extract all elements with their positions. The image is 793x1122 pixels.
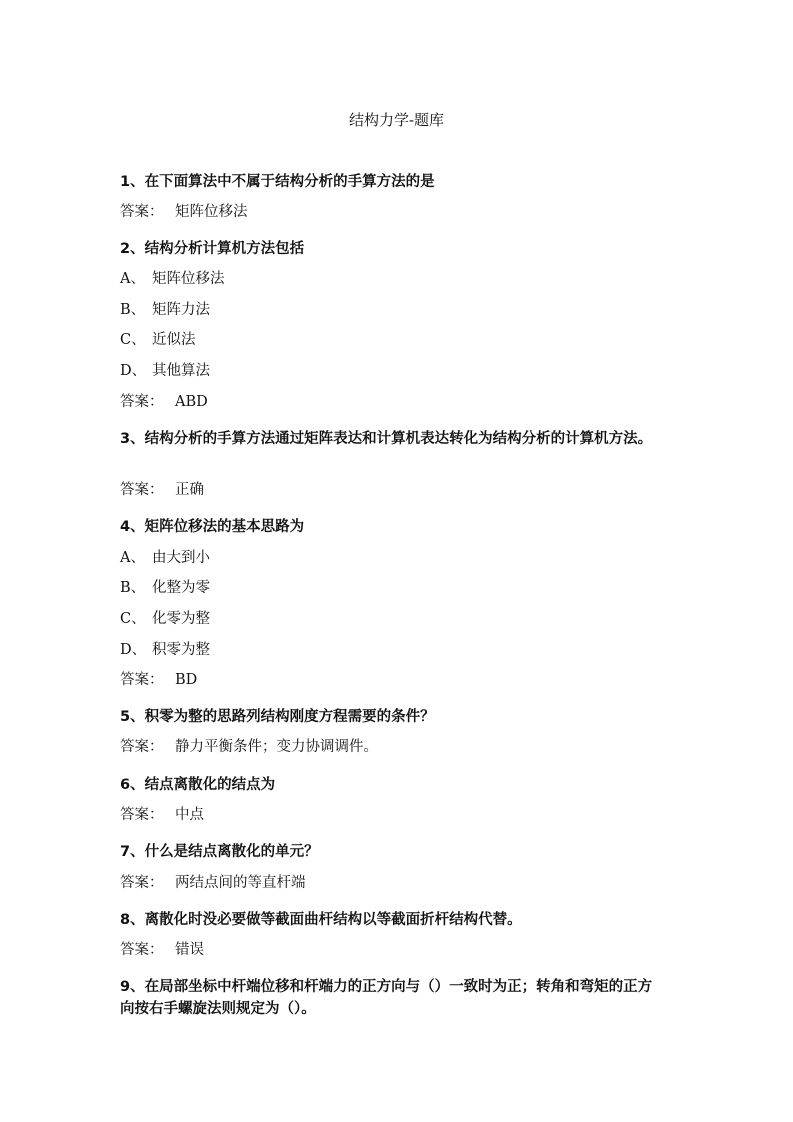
answer-row — [120, 480, 665, 500]
answer-label: 答案： — [120, 482, 164, 498]
question-text: 9、在局部坐标中杆端位移和杆端力的正方向与（）一致时为正；转角和弯矩的正方向按右手螺旋法则规定为（）。 — [120, 979, 653, 1017]
answer-value: 正确 — [175, 482, 204, 498]
option-label: A、 — [120, 271, 145, 287]
answer-label: 答案： — [120, 394, 164, 410]
answer-label: 答案： — [120, 807, 164, 823]
question-3 — [120, 428, 665, 450]
answer-label: 答案： — [120, 672, 164, 688]
option-text: 其他算法 — [152, 363, 210, 379]
answer-label: 答案： — [120, 942, 164, 958]
question-5 — [120, 706, 665, 728]
answer-row — [120, 940, 665, 960]
option-label: D、 — [120, 363, 147, 379]
option-row — [120, 269, 665, 289]
question-text: 5、积零为整的思路列结构刚度方程需要的条件？ — [120, 709, 435, 725]
option-text: 矩阵力法 — [152, 302, 210, 318]
question-text: 4、矩阵位移法的基本思路为 — [120, 519, 305, 535]
option-label: B、 — [120, 302, 146, 318]
option-row — [120, 578, 665, 598]
question-9 — [120, 976, 665, 1020]
option-label: C、 — [120, 611, 146, 627]
option-text: 矩阵位移法 — [152, 271, 225, 287]
question-text: 1、在下面算法中不属于结构分析的手算方法的是 — [120, 174, 435, 190]
answer-label: 答案： — [120, 875, 164, 891]
answer-label: 答案： — [120, 739, 164, 755]
option-row — [120, 609, 665, 629]
option-label: C、 — [120, 332, 146, 348]
document-title: 结构力学-题库 — [348, 111, 445, 129]
option-row — [120, 361, 665, 381]
option-label: B、 — [120, 580, 146, 596]
answer-value: 静力平衡条件；变力协调调件。 — [175, 739, 378, 755]
answer-label: 答案： — [120, 204, 164, 220]
option-text: 积零为整 — [152, 642, 210, 658]
question-2 — [120, 238, 665, 260]
question-7 — [120, 841, 665, 863]
option-label: D、 — [120, 642, 147, 658]
answer-row — [120, 873, 665, 893]
question-text: 8、离散化时没必要做等截面曲杆结构以等截面折杆结构代替。 — [120, 912, 522, 928]
question-text: 7、什么是结点离散化的单元？ — [120, 844, 319, 860]
option-label: A、 — [120, 550, 145, 566]
option-row — [120, 300, 665, 320]
question-8 — [120, 909, 665, 931]
option-row — [120, 548, 665, 568]
question-4 — [120, 516, 665, 538]
answer-row — [120, 805, 665, 825]
answer-row — [120, 670, 665, 690]
question-1 — [120, 171, 665, 193]
option-text: 由大到小 — [152, 550, 210, 566]
answer-row — [120, 392, 665, 412]
question-text: 6、结点离散化的结点为 — [120, 777, 276, 793]
answer-value: 矩阵位移法 — [175, 204, 248, 220]
answer-value: 错误 — [175, 942, 204, 958]
answer-value: 两结点间的等直杆端 — [175, 875, 306, 891]
answer-value: 中点 — [175, 807, 204, 823]
question-text: 3、结构分析的手算方法通过矩阵表达和计算机表达转化为结构分析的计算机方法。 — [120, 431, 653, 447]
question-text: 2、结构分析计算机方法包括 — [120, 241, 305, 257]
option-text: 近似法 — [152, 332, 196, 348]
answer-row — [120, 737, 665, 757]
option-text: 化零为整 — [152, 611, 210, 627]
answer-value: BD — [175, 672, 198, 688]
answer-row — [120, 202, 665, 222]
option-text: 化整为零 — [152, 580, 210, 596]
option-row — [120, 330, 665, 350]
question-6 — [120, 774, 665, 796]
answer-value: ABD — [175, 394, 208, 410]
option-row — [120, 640, 665, 660]
